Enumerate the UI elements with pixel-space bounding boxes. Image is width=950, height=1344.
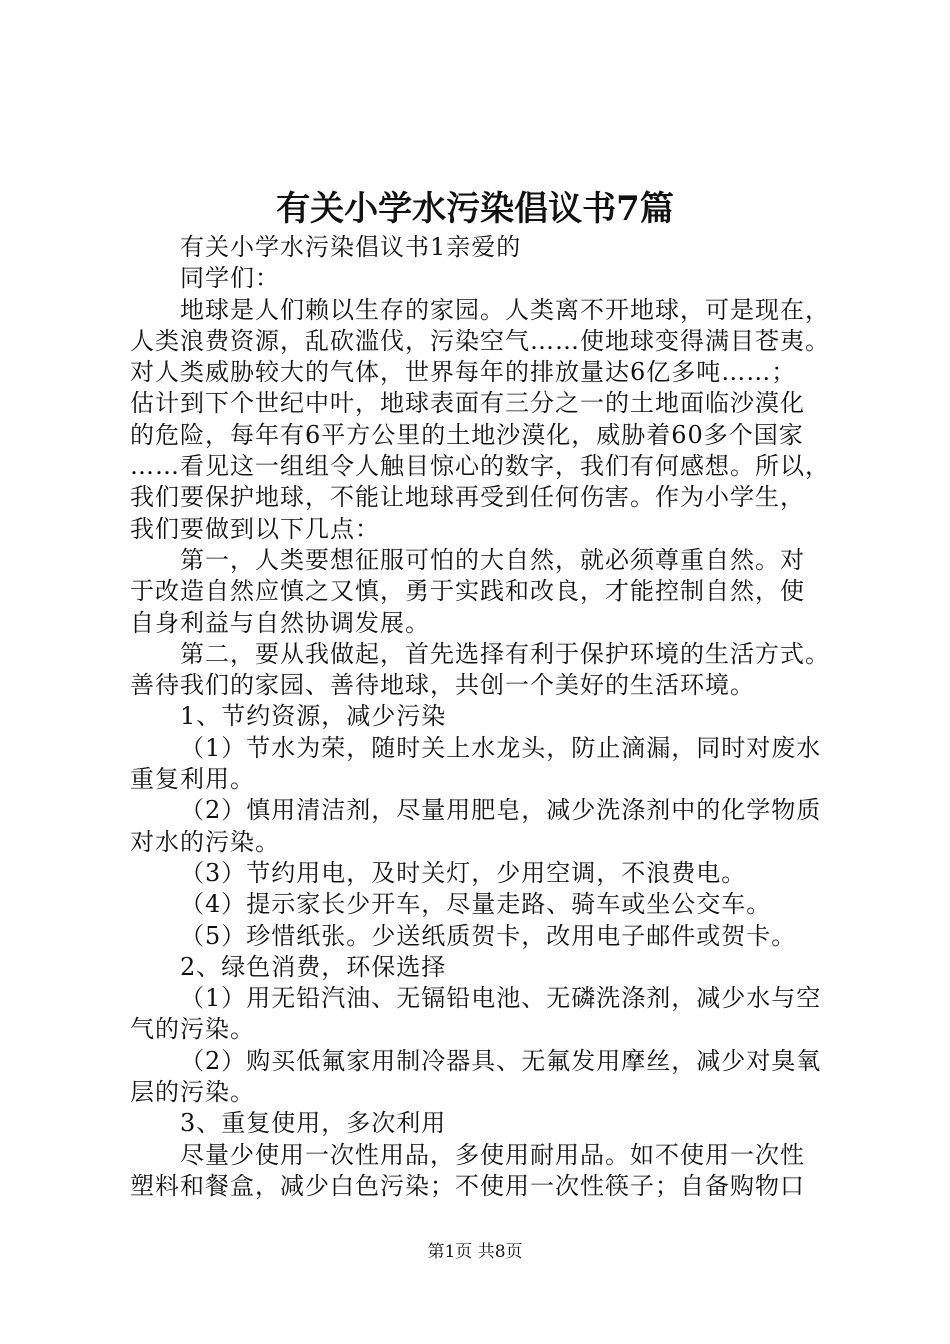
- body-line: 有关小学水污染倡议书1亲爱的: [180, 233, 522, 261]
- body-line: 自身利益与自然协调发展。: [130, 608, 430, 637]
- body-line: 同学们：: [180, 264, 280, 293]
- document-title: 有关小学水污染倡议书7篇: [276, 189, 674, 229]
- body-line: 第一，人类要想征服可怕的大自然，就必须尊重自然。对: [180, 545, 805, 574]
- body-line: （1）节水为荣，随时关上水龙头，防止滴漏，同时对废水: [180, 733, 822, 762]
- body-line: （4）提示家长少开车，尽量走路、骑车或坐公交车。: [180, 890, 772, 919]
- body-line: （3）节约用电，及时关灯，少用空调，不浪费电。: [180, 858, 747, 887]
- body-line: 1、节约资源，减少污染: [180, 702, 447, 731]
- body-line: （1）用无铅汽油、无镉铅电池、无磷洗涤剂，减少水与空: [180, 984, 822, 1013]
- body-line: 对水的污染。: [130, 827, 280, 856]
- body-line: 层的污染。: [130, 1078, 255, 1107]
- body-line: （2）购买低氟家用制冷器具、无氟发用摩丝，减少对臭氧: [180, 1046, 822, 1075]
- page-footer: 第1页 共8页: [427, 1242, 523, 1262]
- body-line: 3、重复使用，多次利用: [180, 1109, 447, 1138]
- body-line: 气的污染。: [130, 1015, 255, 1044]
- body-line: 地球是人们赖以生存的家园。人类离不开地球，可是现在，: [180, 295, 830, 324]
- body-line: 我们要保护地球，不能让地球再受到任何伤害。作为小学生，: [130, 483, 805, 512]
- body-line: 的危险，每年有6平方公里的土地沙漠化，威胁着60多个国家: [130, 420, 804, 449]
- body-line: ……看见这一组组令人触目惊心的数字，我们有何感想。所以，: [130, 452, 830, 481]
- body-line: 估计到下个世纪中叶，地球表面有三分之一的土地面临沙漠化: [130, 389, 805, 418]
- body-line: 2、绿色消费，环保选择: [180, 952, 447, 981]
- body-line: 我们要做到以下几点：: [130, 514, 380, 543]
- body-line: 对人类威胁较大的气体，世界每年的排放量达6亿多吨……；: [130, 358, 797, 387]
- body-line: 第二，要从我做起，首先选择有利于保护环境的生活方式。: [180, 639, 830, 668]
- body-line: 尽量少使用一次性用品，多使用耐用品。如不使用一次性: [180, 1140, 805, 1169]
- body-line: 善待我们的家园、善待地球，共创一个美好的生活环境。: [130, 671, 755, 700]
- body-line: （2）慎用清洁剂，尽量用肥皂，减少洗涤剂中的化学物质: [180, 796, 822, 825]
- body-line: （5）珍惜纸张。少送纸质贺卡，改用电子邮件或贺卡。: [180, 921, 797, 950]
- body-line: 人类浪费资源，乱砍滥伐，污染空气……使地球变得满目苍夷。: [130, 326, 830, 355]
- body-line: 塑料和餐盒，减少白色污染；不使用一次性筷子；自备购物口: [130, 1171, 805, 1200]
- body-line: 重复利用。: [130, 765, 255, 794]
- body-line: 于改造自然应慎之又慎，勇于实践和改良，才能控制自然，使: [130, 577, 805, 606]
- document-body: [130, 232, 835, 1202]
